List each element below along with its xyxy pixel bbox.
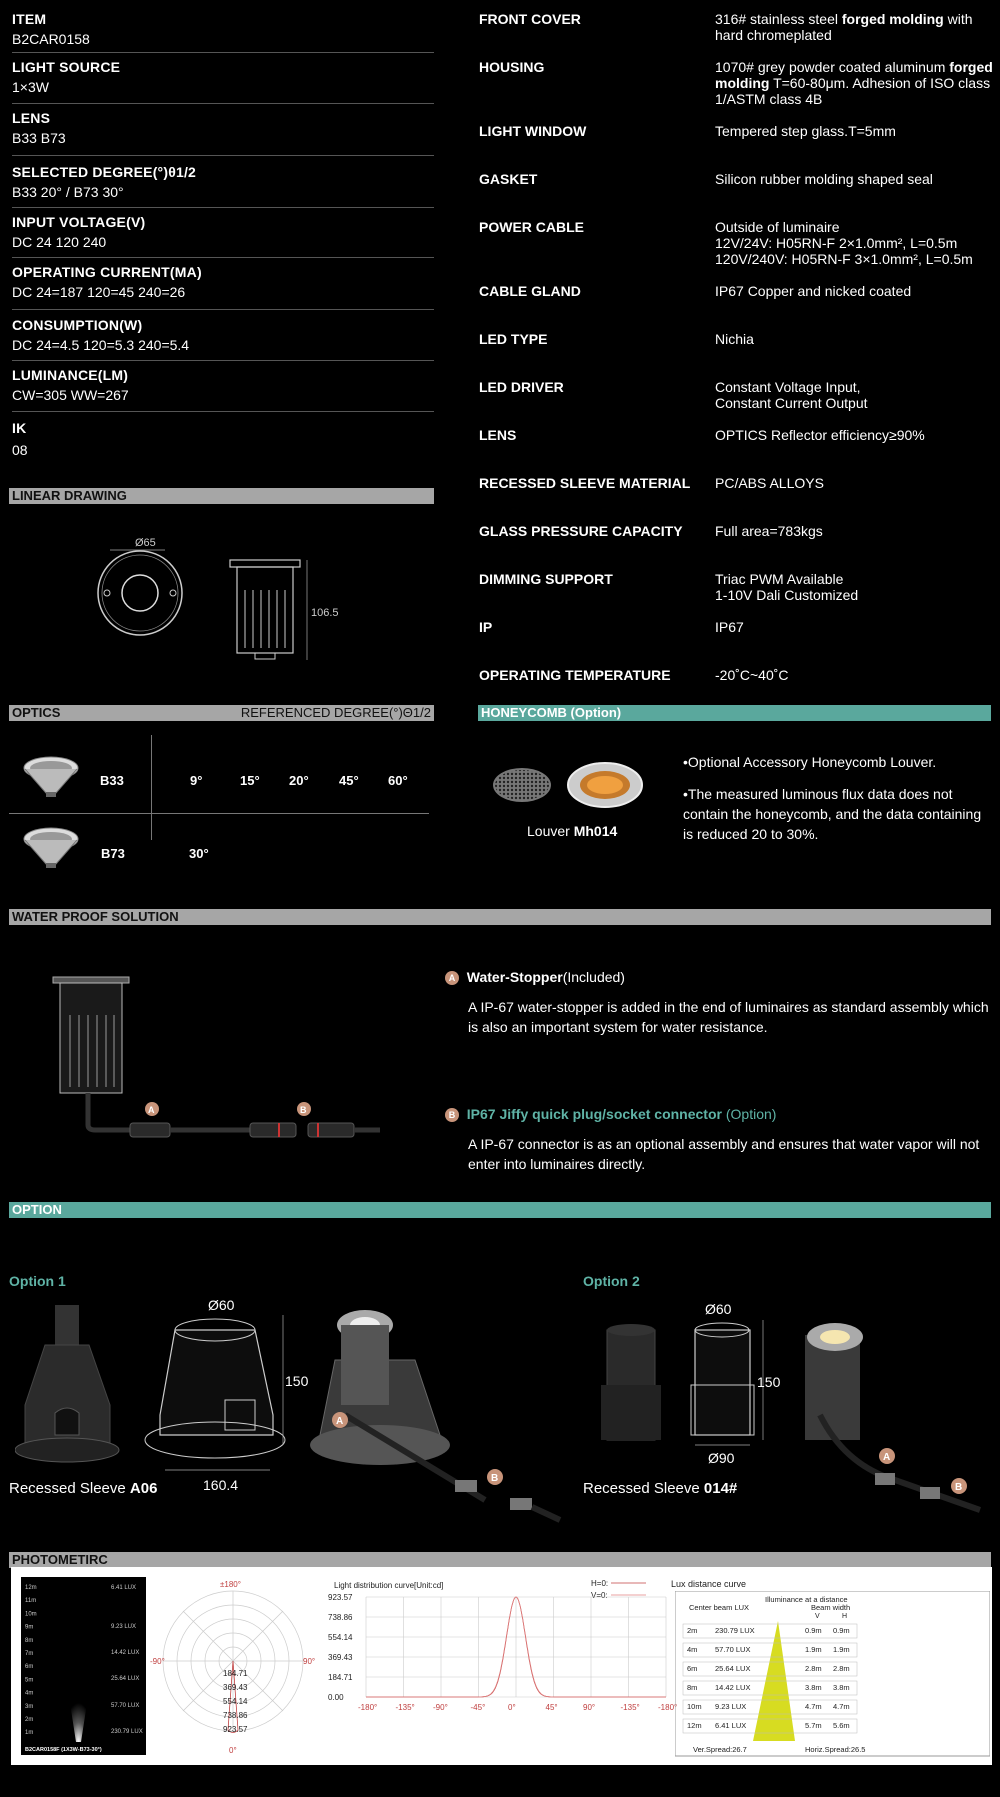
curve-x-tick: -180° — [358, 1703, 378, 1712]
optics-degree: 15° — [240, 773, 260, 788]
option2-caption — [583, 1480, 737, 1497]
option1-badge-a: A — [336, 1416, 344, 1427]
illum-value-label: 230.79 LUX — [111, 1729, 143, 1735]
spec-selected-degree: SELECTED DEGREE(°)θ1/2 B33 20° / B73 30° — [12, 164, 434, 208]
lux-row-v: 2.8m — [805, 1664, 822, 1673]
lux-row-distance: 4m — [687, 1645, 698, 1654]
lux-row-value: 25.64 LUX — [715, 1664, 751, 1673]
curve-x-tick: -45° — [470, 1703, 486, 1712]
polar-top-label: ±180° — [220, 1580, 241, 1589]
spec-operating-current: OPERATING CURRENT(MA) DC 24=187 120=45 240=26 — [12, 264, 434, 310]
illum-value-label: 6.41 LUX — [111, 1585, 137, 1591]
curve-title: Light distribution curve[Unit:cd] — [334, 1581, 444, 1590]
illuminance-diagram — [21, 1577, 146, 1755]
curve-y-tick: 0.00 — [328, 1693, 344, 1702]
optics-degree: 20° — [289, 773, 309, 788]
ver-spread: Ver.Spread:26.7 — [693, 1745, 747, 1754]
spec-light-source: LIGHT SOURCE 1×3W — [12, 59, 434, 104]
badge-b-icon: B — [445, 1108, 459, 1122]
drawing-diameter-label: Ø65 — [135, 537, 156, 549]
linear-drawing-header: LINEAR DRAWING — [9, 488, 434, 504]
illum-distance-label: 12m — [25, 1585, 37, 1591]
water-stopper-title — [445, 967, 625, 987]
lux-row-distance: 2m — [687, 1626, 698, 1635]
illum-distance-label: 5m — [25, 1677, 34, 1684]
illum-distance-label: 7m — [25, 1651, 34, 1657]
optics-divider-v — [151, 735, 152, 840]
optics-title: OPTICS — [12, 705, 61, 720]
optics-header — [9, 705, 434, 721]
lux-head-h: H — [842, 1613, 848, 1620]
option1-caption-prefix: Recessed Sleeve — [9, 1480, 130, 1497]
option2-dia-label: Ø60 — [705, 1301, 732, 1317]
connector-title — [445, 1104, 776, 1124]
optics-degree: 30° — [189, 846, 209, 861]
connector-name: IP67 Jiffy quick plug/socket connector — [466, 1106, 722, 1122]
illum-distance-label: 2m — [25, 1717, 34, 1723]
spec-consumption: CONSUMPTION(W) DC 24=4.5 120=5.3 240=5.4 — [12, 317, 434, 361]
lux-head-center: Center beam LUX — [689, 1603, 750, 1612]
lux-row-value: 57.70 LUX — [715, 1645, 751, 1654]
drawing-height-label: 106.5 — [311, 607, 339, 619]
lux-row-h: 1.9m — [833, 1645, 850, 1654]
lux-row-v: 5.7m — [805, 1721, 822, 1730]
lux-row-value: 9.23 LUX — [715, 1702, 747, 1711]
option2-height-label: 150 — [757, 1374, 781, 1390]
illum-distance-label: 11m — [25, 1598, 37, 1605]
lux-row — [683, 1643, 857, 1657]
light-distribution-chart — [326, 1573, 686, 1763]
front-cover-value: 316# stainless steel forged molding with hard chromeplated — [715, 11, 973, 43]
option2-title: Option 2 — [583, 1273, 640, 1289]
polar-right-label: 90° — [303, 1657, 316, 1666]
badge-b: B — [300, 1105, 307, 1115]
housing-value: 1070# grey powder coated aluminum forged molding T=60-80μm. Adhesion of ISO class 1/ASTM class 4B — [715, 59, 993, 107]
lux-row — [683, 1624, 857, 1638]
photometric-header: PHOTOMETIRC — [9, 1552, 991, 1568]
illum-value-label: 57.70 LUX — [111, 1703, 140, 1709]
curve-y-tick: 738.86 — [328, 1613, 353, 1622]
badge-a-icon: A — [445, 971, 459, 985]
optics-degree: 9° — [190, 773, 203, 788]
polar-chart — [148, 1575, 318, 1757]
lux-row-v: 3.8m — [805, 1683, 822, 1692]
lux-row-h: 5.6m — [833, 1721, 850, 1730]
lux-row-v: 1.9m — [805, 1645, 822, 1654]
illum-value-label: 14.42 LUX — [111, 1650, 140, 1656]
polar-value-label: 554.14 — [223, 1697, 248, 1706]
waterproof-header: WATER PROOF SOLUTION — [9, 909, 991, 925]
lux-row-value: 14.42 LUX — [715, 1683, 751, 1692]
louver-caption — [527, 821, 617, 841]
optics-degree: 45° — [339, 773, 359, 788]
illum-distance-label: 3m — [25, 1703, 34, 1710]
illum-distance-label: 10m — [25, 1611, 37, 1618]
curve-x-tick: 45° — [545, 1703, 558, 1712]
spec-ik: IK 08 — [12, 420, 28, 458]
option1-title: Option 1 — [9, 1273, 66, 1289]
illum-footer: B2CAR0158F (1X3W-B73-30°) — [25, 1747, 102, 1753]
option2-badge-b: B — [955, 1482, 963, 1493]
honeycomb-louver-image — [490, 760, 650, 820]
hor-spread: Horiz.Spread:26.5 — [805, 1745, 866, 1754]
lux-head-v: V — [815, 1613, 820, 1620]
polar-value-label: 184.71 — [223, 1669, 248, 1678]
lux-row-v: 0.9m — [805, 1626, 822, 1635]
option1-dia-label: Ø60 — [208, 1297, 235, 1313]
lux-title: Lux distance curve — [671, 1579, 747, 1589]
illum-value-label: 25.64 LUX — [111, 1676, 140, 1682]
honeycomb-bullet-2: •The measured luminous flux data does not contain the honeycomb, and the data containing is reduced 20 to 30%. — [683, 786, 982, 842]
spec-item: ITEM B2CAR0158 — [12, 11, 434, 53]
option1-model: A06 — [129, 1480, 158, 1497]
curve-x-tick: -90° — [433, 1703, 448, 1712]
illum-distance-label: 1m — [25, 1730, 34, 1737]
optics-lens-b73: B73 — [101, 846, 125, 861]
lux-row-v: 4.7m — [805, 1702, 822, 1711]
spec-luminance: LUMINANCE(LM) CW=305 WW=267 — [12, 367, 434, 412]
louver-model: Mh014 — [573, 823, 618, 839]
lux-row-h: 4.7m — [833, 1702, 850, 1711]
curve-x-tick: 90° — [583, 1703, 596, 1712]
waterproof-diagram — [50, 975, 390, 1145]
lux-distance-table — [675, 1591, 990, 1759]
option-header: OPTION — [9, 1202, 991, 1218]
curve-y-tick: 923.57 — [328, 1593, 353, 1602]
option1-height-label: 150 — [285, 1373, 309, 1389]
water-stopper-name: Water-Stopper — [466, 969, 563, 985]
lux-row-distance: 6m — [687, 1664, 698, 1673]
curve-x-tick: -180° — [658, 1703, 678, 1712]
curve-y-tick: 554.14 — [328, 1633, 353, 1642]
lux-row-value: 6.41 LUX — [715, 1721, 747, 1730]
curve-y-tick: 184.71 — [328, 1673, 353, 1682]
option1-caption — [9, 1480, 157, 1497]
lux-head-1: Illuminance at a distance — [765, 1595, 848, 1604]
spec-lens: LENS B33 B73 — [12, 110, 434, 156]
option2-model: 014# — [703, 1480, 738, 1497]
lux-row-distance: 8m — [687, 1683, 698, 1692]
polar-left-label: -90° — [150, 1657, 165, 1666]
illum-distance-label: 9m — [25, 1624, 34, 1631]
optics-degree: 60° — [388, 773, 408, 788]
illum-distance-label: 8m — [25, 1637, 34, 1644]
reflector-b33-icon — [22, 755, 80, 801]
honeycomb-header: HONEYCOMB (Option) — [478, 705, 991, 721]
connector-text: A IP-67 connector is as an optional assembly and ensures that water vapor will not enter into luminaires directly. — [468, 1136, 980, 1172]
reflector-b73-icon — [22, 826, 80, 872]
optics-divider-h — [9, 813, 429, 814]
polar-bottom-label: 0° — [229, 1746, 237, 1755]
polar-value-label: 923.57 — [223, 1725, 248, 1734]
illum-distance-label: 6m — [25, 1664, 34, 1671]
illum-value-label: 9.23 LUX — [111, 1624, 137, 1630]
spec-input-voltage: INPUT VOLTAGE(V) DC 24 120 240 — [12, 214, 434, 258]
honeycomb-bullet-1: •Optional Accessory Honeycomb Louver. — [683, 754, 937, 770]
legend-v: V=0: — [591, 1591, 608, 1600]
illum-distance-label: 4m — [25, 1690, 34, 1697]
curve-x-tick: -135° — [395, 1703, 415, 1712]
option2-badge-a: A — [883, 1452, 891, 1463]
lux-head-beam: Beam width — [811, 1603, 851, 1612]
lux-row-h: 2.8m — [833, 1664, 850, 1673]
option2-caption-prefix: Recessed Sleeve — [583, 1480, 704, 1497]
curve-x-tick: 0° — [508, 1703, 516, 1712]
water-stopper-text: A IP-67 water-stopper is added in the end of luminaires as standard assembly which is also an important system for water resistance. — [468, 999, 989, 1035]
connector-suffix: (Option) — [721, 1106, 777, 1122]
lux-row-distance: 10m — [687, 1702, 702, 1711]
lux-row-distance: 12m — [687, 1721, 702, 1730]
lux-row-value: 230.79 LUX — [715, 1626, 755, 1635]
polar-value-label: 738.86 — [223, 1711, 248, 1720]
legend-h: H=0: — [591, 1579, 609, 1588]
optics-referenced-degree: REFERENCED DEGREE(°)Θ1/2 — [240, 705, 431, 720]
option1-badge-b: B — [491, 1473, 499, 1484]
curve-x-tick: -135° — [620, 1703, 640, 1712]
water-stopper-suffix: (Included) — [562, 969, 625, 985]
louver-caption-prefix: Louver — [527, 823, 574, 839]
polar-value-label: 369.43 — [223, 1683, 248, 1692]
lux-row-h: 3.8m — [833, 1683, 850, 1692]
curve-y-tick: 369.43 — [328, 1653, 353, 1662]
photometric-panel — [11, 1567, 992, 1765]
option1-width-label: 160.4 — [203, 1477, 239, 1493]
badge-a: A — [148, 1105, 155, 1115]
linear-drawing — [95, 530, 345, 670]
option2-bottom-label: Ø90 — [708, 1450, 735, 1466]
optics-lens-b33: B33 — [100, 773, 124, 788]
lux-row-h: 0.9m — [833, 1626, 850, 1635]
